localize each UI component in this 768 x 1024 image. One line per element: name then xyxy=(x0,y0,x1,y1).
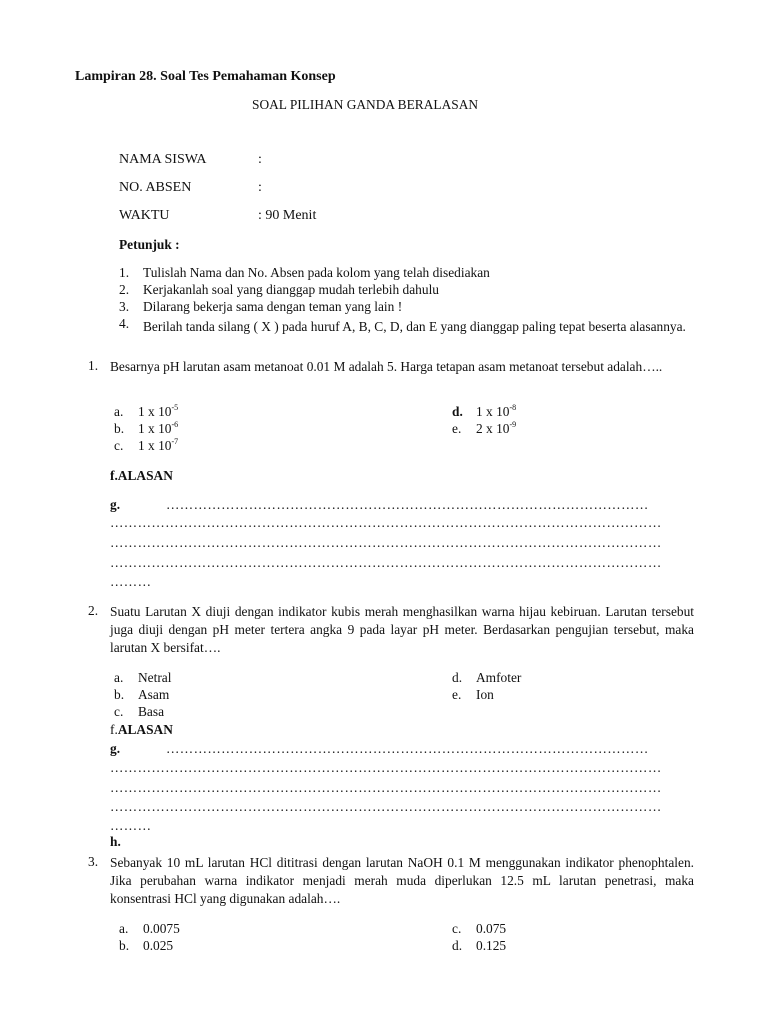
option-letter: a. xyxy=(114,670,124,685)
instructions-heading: Petunjuk : xyxy=(119,237,180,252)
option-value: Amfoter xyxy=(476,670,522,685)
option-letter: a. xyxy=(119,921,129,936)
instruction-item: Berilah tanda silang ( X ) pada huruf A, B, C, D, dan E yang dianggap paling tepat beserta alasannya. xyxy=(143,319,686,334)
instruction-item: Tulislah Nama dan No. Absen pada kolom yang telah disediakan xyxy=(143,265,490,280)
option-value: 1 x $10^{-7}$ xyxy=(138,437,179,453)
answer-dotted-line: ………………………………………………………………………………………………………… xyxy=(110,535,662,550)
reason-heading: f.ALASAN xyxy=(110,468,173,483)
document-title: SOAL PILIHAN GANDA BERALASAN xyxy=(252,97,479,112)
option-letter: e. xyxy=(452,421,462,436)
option-value: 0.0075 xyxy=(143,921,180,936)
reason-letter: g. xyxy=(110,497,121,512)
option-letter: d. xyxy=(452,670,463,685)
question-text: Suatu Larutan X diuji dengan indikator kubis merah menghasilkan warna hijau kebiruan. Larutan tersebut juga diuji dengan pH meter tertera angka 9 pada layar pH meter. Berdasarkan pengujian tersebut, maka larutan X bersifat…. xyxy=(110,604,694,655)
question-number: 3. xyxy=(88,854,99,869)
question-number: 1. xyxy=(88,358,99,373)
time-label: WAKTU xyxy=(119,208,170,223)
instruction-number: 2. xyxy=(119,282,130,297)
question-text: Besarnya pH larutan asam metanoat 0.01 M adalah 5. Harga tetapan asam metanoat tersebut adalah….. xyxy=(110,359,663,374)
option-letter: c. xyxy=(452,921,462,936)
answer-dotted-line: …………………………………………………………………………………………… xyxy=(166,497,649,512)
question-text: Sebanyak 10 mL larutan HCl dititrasi dengan larutan NaOH 0.1 M menggunakan indikator phenophtalen. Jika perubahan warna indikator menjadi merah muda diperlukan 12.5 mL larutan penetrasi, maka konsentrasi HCl yang digunakan adalah…. xyxy=(110,855,694,906)
absen-label: NO. ABSEN xyxy=(119,180,192,195)
instruction-number: 1. xyxy=(119,265,130,280)
option-value: 1 x $10^{-8}$ xyxy=(476,403,517,419)
reason-letter: g. xyxy=(110,741,121,756)
option-value: Asam xyxy=(138,687,170,702)
option-letter: c. xyxy=(114,704,124,719)
question-number: 2. xyxy=(88,603,99,618)
answer-dotted-line: ………………………………………………………………………………………………………… xyxy=(110,515,662,530)
option-value: 0.075 xyxy=(476,921,507,936)
option-value: Basa xyxy=(138,704,165,719)
answer-dotted-line: ……… xyxy=(110,818,152,833)
time-value: : 90 Menit xyxy=(258,208,317,223)
option-value: 1 x $10^{-5}$ xyxy=(138,403,179,419)
option-letter: c. xyxy=(114,438,124,453)
option-value: 1 x $10^{-6}$ xyxy=(138,420,179,436)
name-value: : xyxy=(258,152,262,167)
option-letter: e. xyxy=(452,687,462,702)
answer-dotted-line: ………………………………………………………………………………………………………… xyxy=(110,780,662,795)
reason-heading: f.ALASAN xyxy=(110,722,173,737)
name-label: NAMA SISWA xyxy=(119,152,207,167)
answer-dotted-line: ………………………………………………………………………………………………………… xyxy=(110,760,662,775)
trailing-letter: h. xyxy=(110,834,121,849)
option-letter: b. xyxy=(119,938,130,953)
option-value: Ion xyxy=(476,687,494,702)
option-letter: a. xyxy=(114,404,124,419)
instruction-item: Kerjakanlah soal yang dianggap mudah terlebih dahulu xyxy=(143,282,439,297)
option-value: Netral xyxy=(138,670,172,685)
option-value: 0.025 xyxy=(143,938,174,953)
answer-dotted-line: …………………………………………………………………………………………… xyxy=(166,741,649,756)
instruction-number: 3. xyxy=(119,299,130,314)
absen-value: : xyxy=(258,180,262,195)
option-letter: d. xyxy=(452,404,463,419)
appendix-heading: Lampiran 28. Soal Tes Pemahaman Konsep xyxy=(75,69,336,84)
answer-dotted-line: ……… xyxy=(110,574,152,589)
instruction-number: 4. xyxy=(119,316,130,331)
option-letter: d. xyxy=(452,938,463,953)
answer-dotted-line: ………………………………………………………………………………………………………… xyxy=(110,555,662,570)
option-letter: b. xyxy=(114,421,125,436)
option-value: 2 x $10^{-9}$ xyxy=(476,420,517,436)
answer-dotted-line: ………………………………………………………………………………………………………… xyxy=(110,799,662,814)
option-letter: b. xyxy=(114,687,125,702)
instruction-item: Dilarang bekerja sama dengan teman yang lain ! xyxy=(143,299,403,314)
option-value: 0.125 xyxy=(476,938,507,953)
